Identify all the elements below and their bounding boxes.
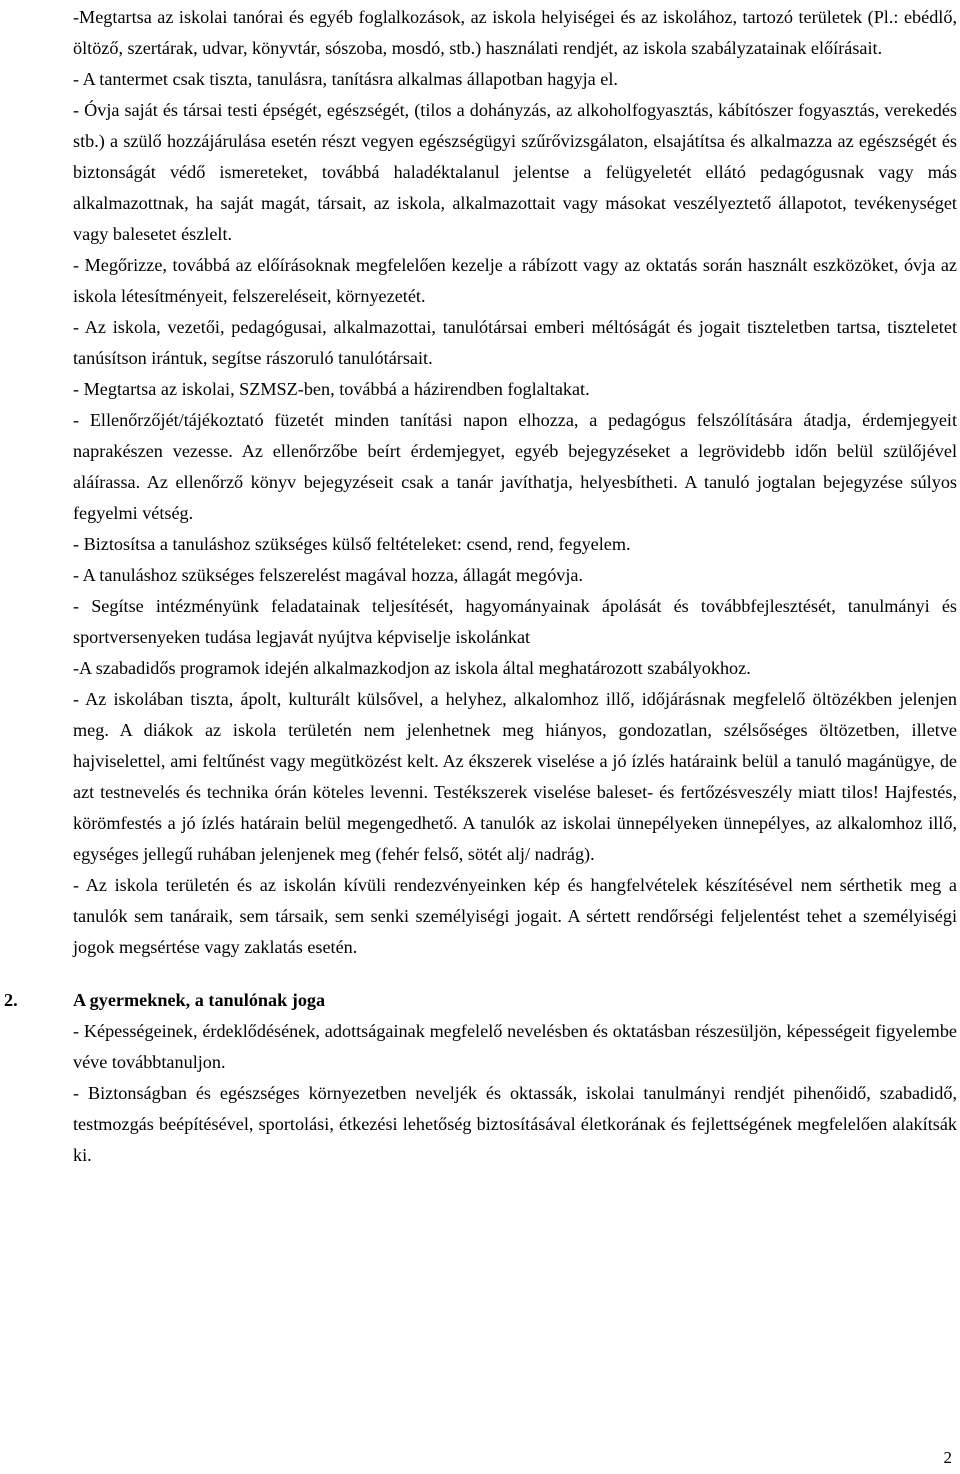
- paragraph-school-rules: -Megtartsa az iskolai tanórai és egyéb foglalkozások, az iskola helyiségei és az iskolához, tartozó területek (Pl.: ebédlő, öltöző, szertárak, udvar, könyvtár, sószoba, mosdó, stb.) használati rendjét, az iskola szabályzatainak előírásait.: [73, 7, 957, 58]
- paragraph-equipment: - Megőrizze, továbbá az előírásoknak megfelelően kezelje a rábízott vagy az oktatás során használt eszközöket, óvja az iskola létesítményeit, felszereléseit, környezetét.: [73, 255, 957, 306]
- document-body: [4, 2, 957, 1171]
- paragraph-respect: - Az iskola, vezetői, pedagógusai, alkalmazottai, tanulótársai emberi méltóságát és jogait tiszteletben tartsa, tiszteletet tanúsítson irántuk, segítse rászoruló tanulótársait.: [73, 317, 957, 368]
- section-title: A gyermeknek, a tanulónak joga: [73, 990, 326, 1010]
- paragraph-safe-environment: - Biztonságban és egészséges környezetben neveljék és oktassák, iskolai tanulmányi rendjét pihenőidő, szabadidő, testmozgás beépítésével, sportolási, étkezési lehetőség biztosításával életkorának és fejlettségének megfelelően alakítsák ki.: [73, 1083, 957, 1165]
- paragraph-dress-code: - Az iskolában tiszta, ápolt, kulturált külsővel, a helyhez, alkalomhoz illő, időjárásnak megfelelő öltözékben jelenjen meg. A diákok az iskola területén nem jelenhetnek meg hiányos, gondozatlan, szélsőséges öltözetben, illetve hajviselettel, ami feltűnést vagy megütközést kelt. Az ékszerek viselése a jó ízlés határaink belül a tanuló magánügye, de azt testnevelés és technika órán köteles levenni. Testékszerek viselése baleset- és fertőzésveszély miatt tilos! Hajfestés, körömfestés a jó ízlés határain belül megengedhető. A tanulók az iskolai ünnepélyeken ünnepélyes, az alkalomhoz illő, egységes jellegű ruhában jelenjenek meg (fehér felső, sötét alj/ nadrág).: [73, 689, 957, 864]
- section-spacer: [73, 963, 957, 985]
- section-heading: [4, 985, 957, 1016]
- paragraph-supplies: - A tanuláshoz szükséges felszerelést magával hozza, állagát megóvja.: [73, 565, 584, 585]
- paragraph-szmsz: - Megtartsa az iskolai, SZMSZ-ben, továbbá a házirendben foglaltakat.: [73, 379, 590, 399]
- paragraph-classroom: - A tantermet csak tiszta, tanulásra, tanításra alkalmas állapotban hagyja el.: [73, 69, 618, 89]
- paragraph-traditions: - Segítse intézményünk feladatainak teljesítését, hagyományainak ápolását és továbbfejlesztését, tanulmányi és sportversenyeken tudása legjavát nyújtva képviselje iskolánkat: [73, 596, 957, 647]
- page-number: 2: [943, 1448, 952, 1467]
- paragraph-free-time: -A szabadidős programok idején alkalmazkodjon az iskola által meghatározott szabályokhoz.: [73, 658, 751, 678]
- paragraph-health-safety: - Óvja saját és társai testi épségét, egészségét, (tilos a dohányzás, az alkoholfogyasztás, kábítószer fogyasztás, verekedés stb.) a szülő hozzájárulása esetén részt vegyen egészségügyi szűrővizsgálaton, elsajátítsa és alkalmazza az egészségét és biztonságát védő ismereteket, továbbá haladéktalanul jelentse a felügyeletét ellátó pedagógusnak vagy más alkalmazottnak, ha saját magát, társait, az iskola, alkalmazottait vagy másokat veszélyeztető állapotot, tevékenységet vagy balesetet észlelt.: [73, 100, 957, 244]
- paragraph-education-right: - Képességeinek, érdeklődésének, adottságainak megfelelő nevelésben és oktatásban részesüljön, képességeit figyelembe véve továbbtanuljon.: [73, 1021, 957, 1072]
- section-number: 2.: [4, 990, 18, 1010]
- paragraph-conditions: - Biztosítsa a tanuláshoz szükséges külső feltételeket: csend, rend, fegyelem.: [73, 534, 631, 554]
- paragraph-recordings: - Az iskola területén és az iskolán kívüli rendezvényeinken kép és hangfelvételek készítésével nem sérthetik meg a tanulók sem tanáraik, sem társaik, sem senki személyiségi jogait. A sértett rendőrségi feljelentést tehet a személyiségi jogok megsértése vagy zaklatás esetén.: [73, 875, 957, 957]
- paragraph-report-book: - Ellenőrzőjét/tájékoztató füzetét minden tanítási napon elhozza, a pedagógus felszólítására átadja, érdemjegyeit naprakészen vezesse. Az ellenőrzőbe beírt érdemjegyet, egyéb bejegyzéseket a legrövidebb időn belül szülőjével aláírassa. Az ellenőrző könyv bejegyzéseit csak a tanár javíthatja, helyesbítheti. A tanuló jogtalan bejegyzése súlyos fegyelmi vétség.: [73, 410, 957, 523]
